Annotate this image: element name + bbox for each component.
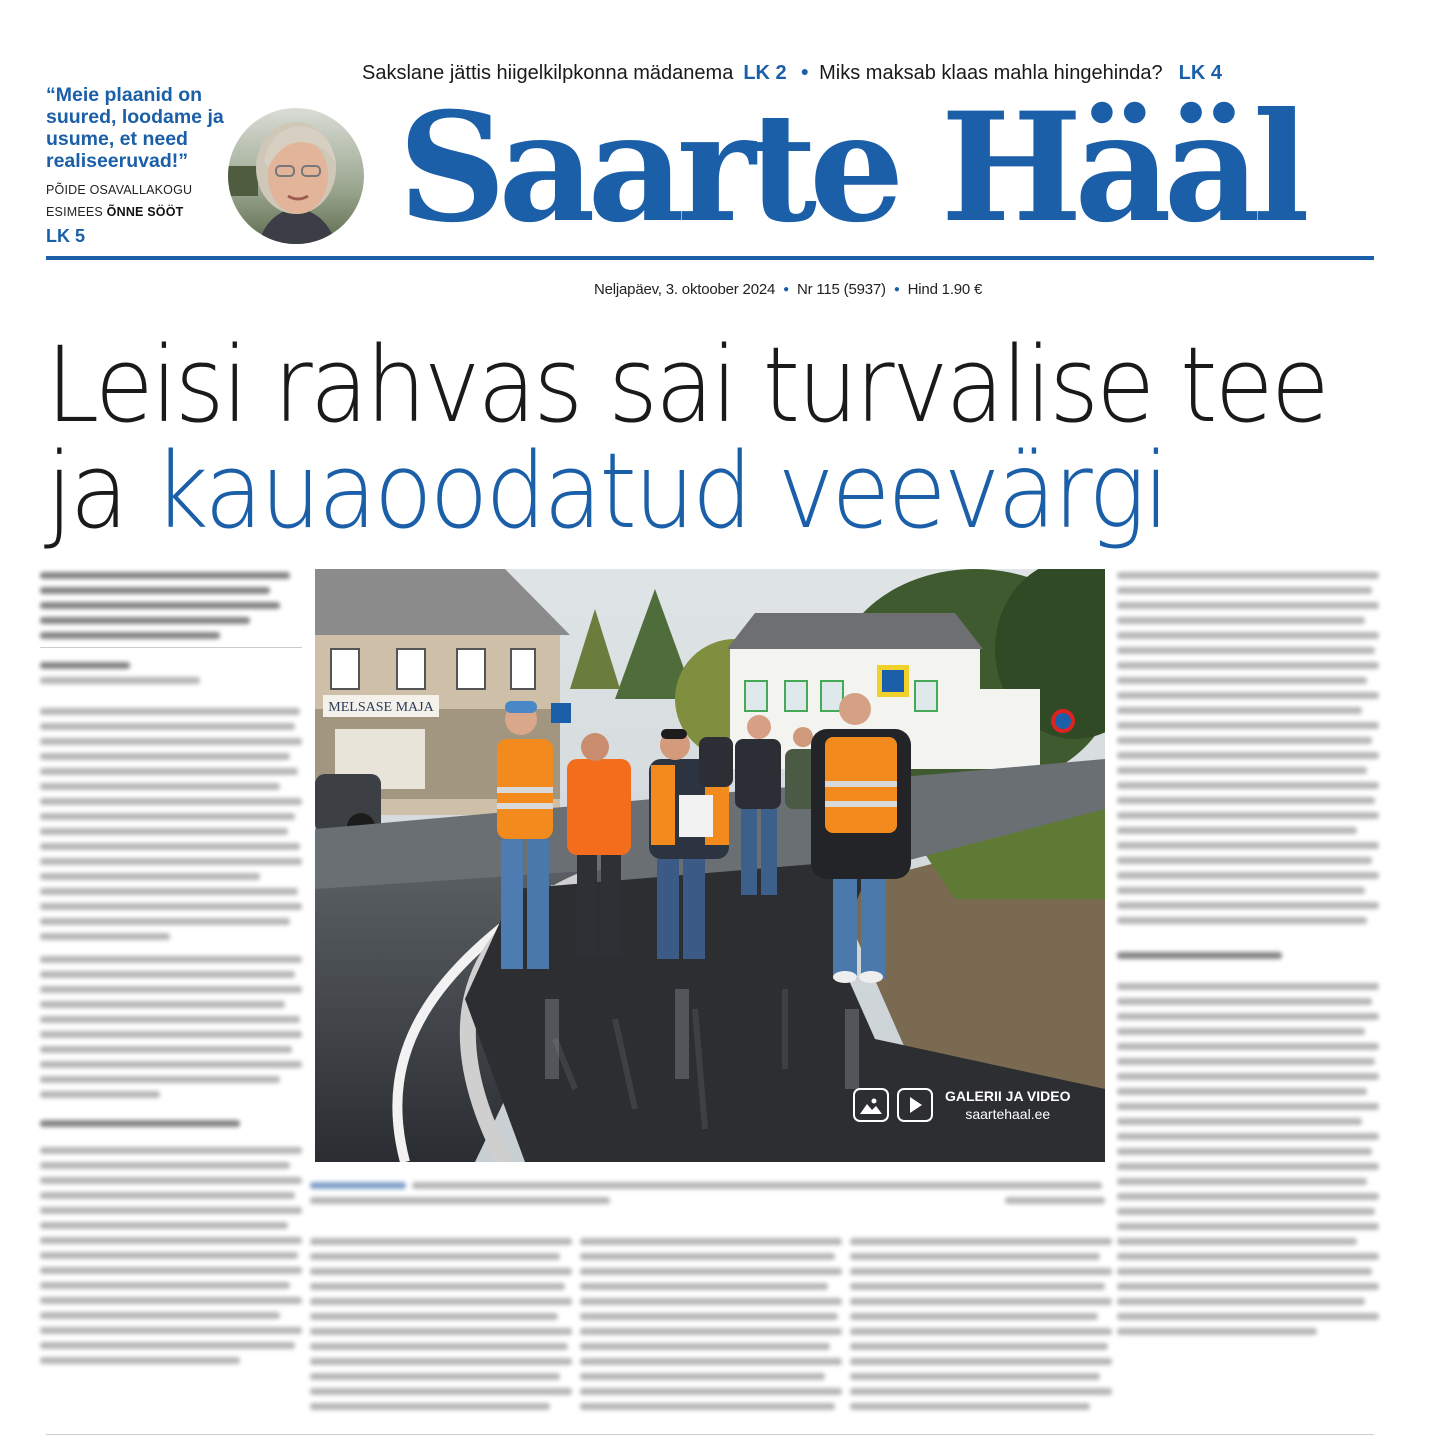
bullet-icon: ● xyxy=(800,63,810,79)
store-sign: MELSASE MAJA xyxy=(328,700,434,715)
bullet-icon: ● xyxy=(783,284,789,295)
lead-photo[interactable] xyxy=(315,569,1105,1162)
issue-number: Nr 115 (5937) xyxy=(796,281,886,298)
headline-prefix: ja xyxy=(46,430,126,552)
quote-person: ÕNNE SÖÖT xyxy=(106,205,184,219)
quote-role: PÕIDE OSAVALLAKOGU xyxy=(46,183,193,197)
teaser-2-text[interactable]: Miks maksab klaas mahla hingehinda? xyxy=(819,62,1163,84)
page-bottom-rule xyxy=(46,1434,1374,1435)
pull-quote: “Meie plaanid on suured, loodame ja usume, et need realiseeruvad!” xyxy=(46,84,224,172)
teaser-1-page[interactable]: LK 2 xyxy=(743,62,787,84)
issue-date: Neljapäev, 3. oktoober 2024 xyxy=(594,281,776,298)
article-body-col-a xyxy=(310,1238,572,1418)
dateline xyxy=(594,281,982,298)
portrait-avatar xyxy=(228,108,364,244)
issue-price: Hind 1.90 € xyxy=(907,281,983,298)
article-body-col-b xyxy=(580,1238,842,1418)
gallery-badge-title: GALERII JA VIDEO xyxy=(945,1088,1071,1104)
gallery-badge-site[interactable]: saartehaal.ee xyxy=(965,1106,1051,1122)
masthead-title[interactable]: Saarte Hääl xyxy=(398,80,1302,256)
article-body-right xyxy=(1117,572,1379,1343)
video-play-icon[interactable] xyxy=(897,1088,933,1122)
quote-role-prefix: ESIMEES xyxy=(46,205,103,219)
article-body-left xyxy=(40,572,302,1372)
masthead-rule xyxy=(46,256,1374,260)
article-body-col-c xyxy=(850,1238,1112,1418)
quote-page-ref[interactable]: LK 5 xyxy=(46,226,86,246)
headline-line2[interactable] xyxy=(46,430,1167,552)
gallery-icon[interactable] xyxy=(853,1088,889,1122)
headline-line1[interactable]: Leisi rahvas sai turvalise tee xyxy=(46,324,1328,446)
headline-highlight: kauaoodatud veevärgi xyxy=(153,430,1167,552)
bullet-icon: ● xyxy=(893,284,900,295)
gallery-badge[interactable] xyxy=(853,1087,1071,1123)
quote-person-line xyxy=(46,205,183,219)
teaser-2-page[interactable]: LK 4 xyxy=(1178,62,1222,84)
photo-caption xyxy=(310,1182,1105,1212)
teaser-1-text[interactable]: Sakslane jättis hiigelkilpkonna mädanema xyxy=(362,62,734,84)
